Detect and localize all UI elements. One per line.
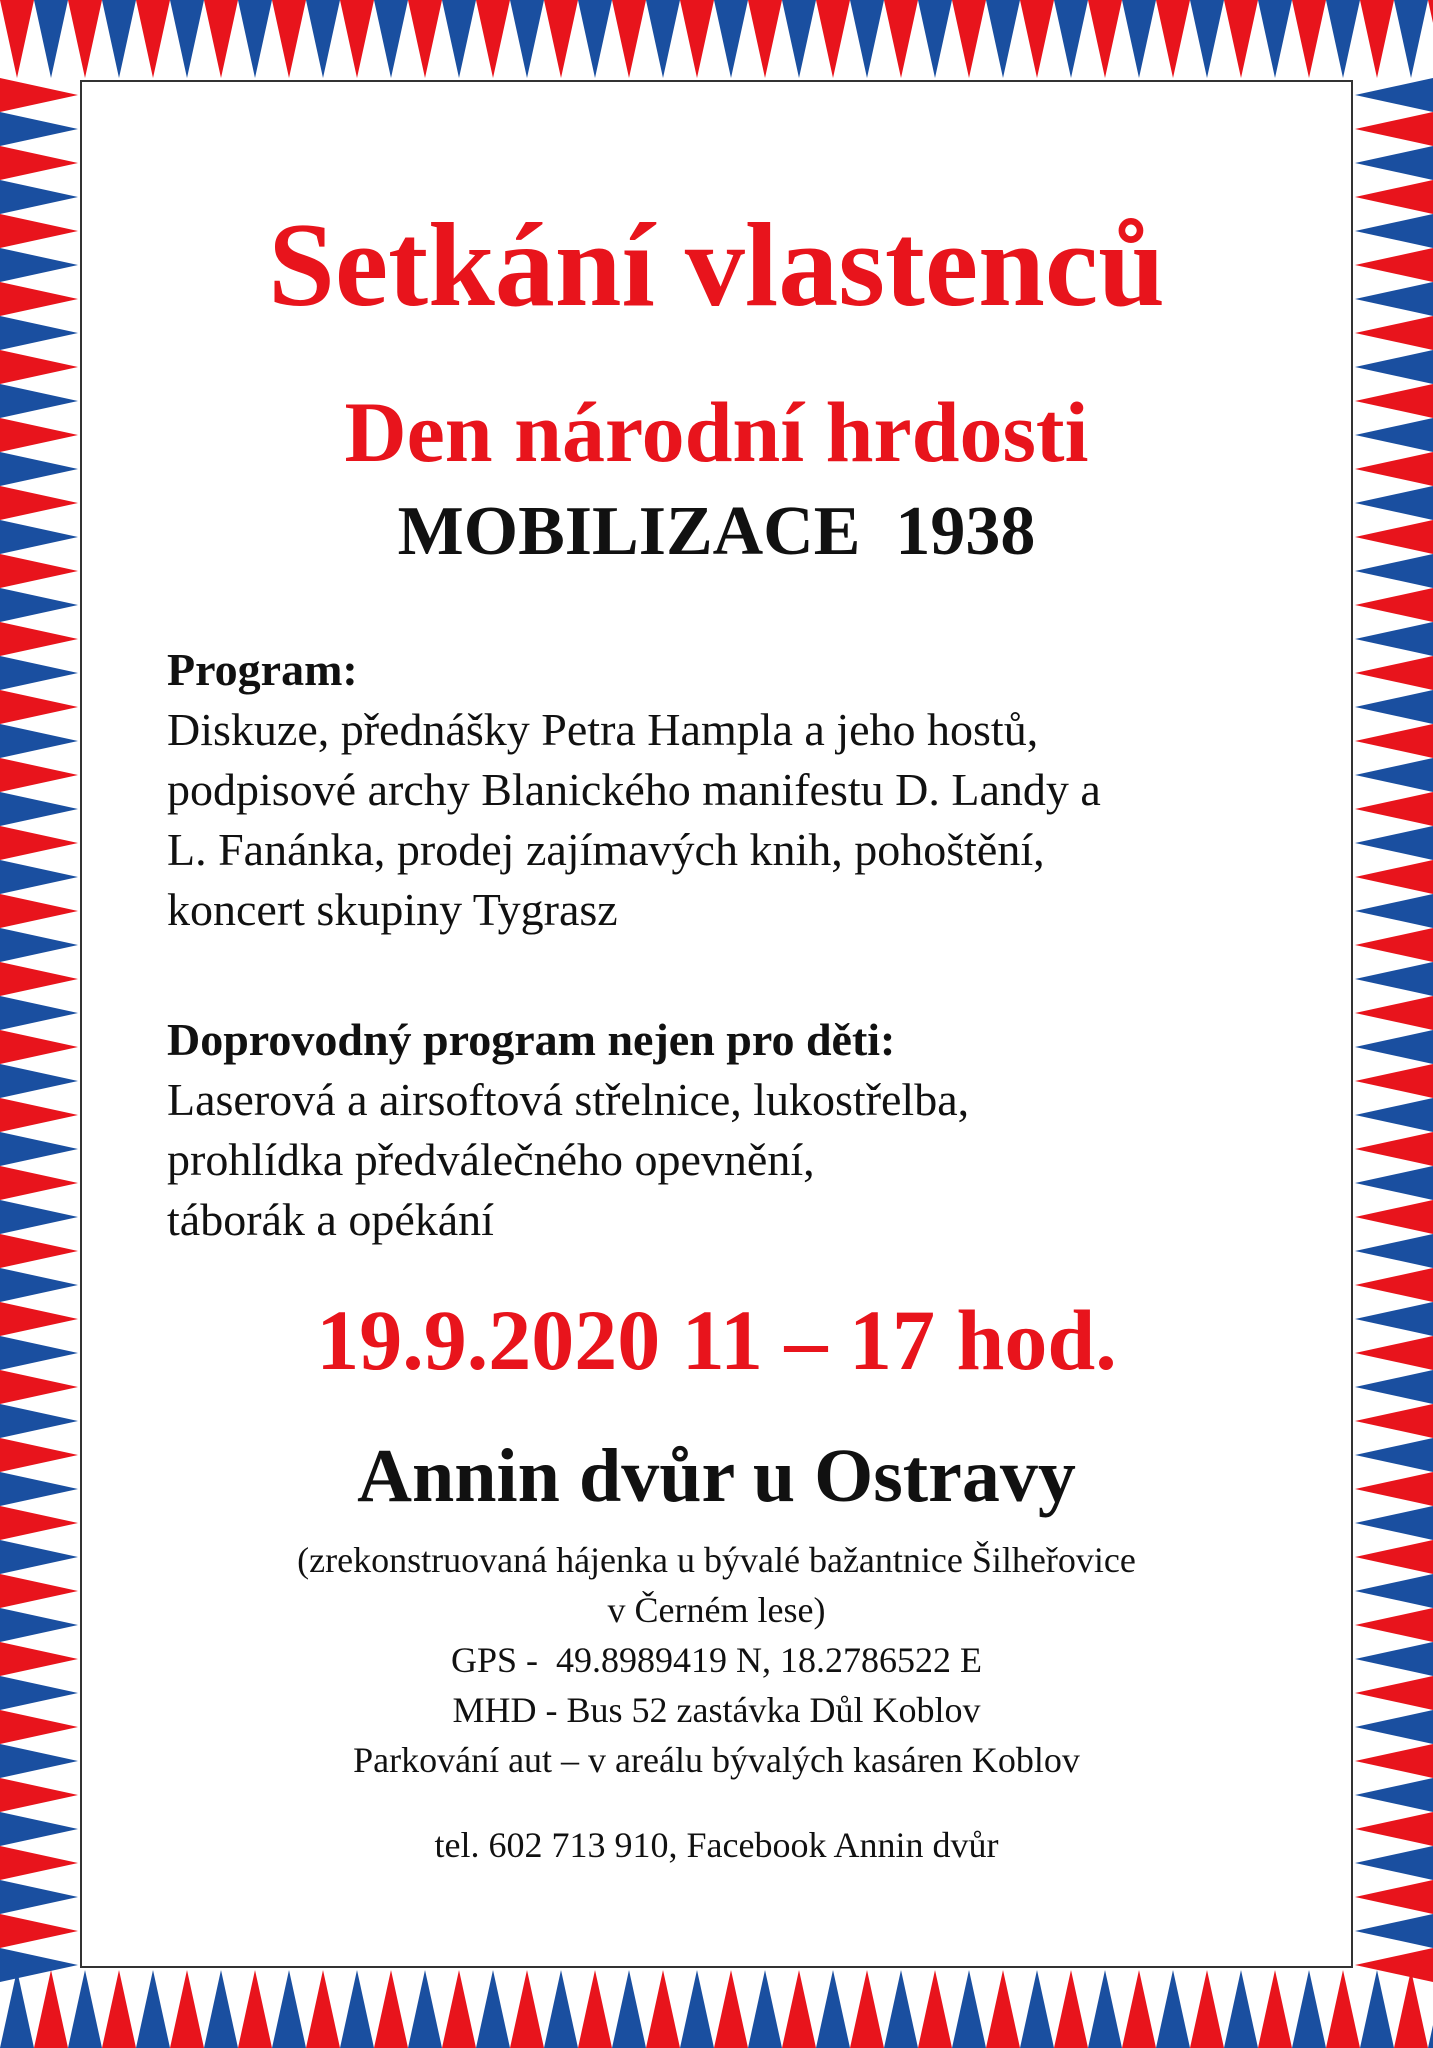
bunting-pennant [0,384,78,418]
bunting-pennant [1258,0,1292,78]
bunting-pennant [0,1438,78,1472]
bunting-pennant [1355,1574,1433,1608]
bunting-pennant [272,1970,306,2048]
bunting-pennant [0,928,78,962]
bunting-pennant [0,248,78,282]
bunting-pennant [0,180,78,214]
bunting-pennant [1360,0,1394,78]
bunting-pennant [1355,724,1433,758]
bunting-pennant [1355,1948,1433,1982]
bunting-pennant [0,146,78,180]
bunting-pennant [510,1970,544,2048]
bunting-pennant [408,0,442,78]
bunting-pennant [646,1970,680,2048]
bunting-pennant [544,0,578,78]
event-date: 19.9.2020 11 – 17 hod. [316,1292,1117,1388]
bunting-pennant [1355,1234,1433,1268]
bunting-pennant [1355,418,1433,452]
bunting-pennant [1355,1914,1433,1948]
bunting-pennant [0,214,78,248]
bunting-pennant [0,656,78,690]
bunting-pennant [0,1642,78,1676]
bunting-pennant [0,1132,78,1166]
bunting-pennant [1326,0,1360,78]
side-program-line: Laserová a airsoftová střelnice, lukostřelba, [167,1074,970,1125]
bunting-pennant [884,1970,918,2048]
bunting-pennant [1355,860,1433,894]
bunting-pennant [646,0,680,78]
bunting-pennant [1355,1370,1433,1404]
bunting-pennant [1088,1970,1122,2048]
bunting-pennant [1326,1970,1360,2048]
bunting-pennant [1355,826,1433,860]
bunting-pennant [0,1030,78,1064]
bunting-pennant [612,0,646,78]
bunting-pennant [1360,1970,1394,2048]
bunting-pennant [850,1970,884,2048]
bunting-pennant [0,758,78,792]
bunting-pennant [1355,1812,1433,1846]
bunting-pennant [68,1970,102,2048]
bunting-pennant [340,0,374,78]
program-line: L. Fanánka, prodej zajímavých knih, pohoštění, [167,824,1045,875]
transport-line: MHD - Bus 52 zastávka Důl Koblov [452,1690,981,1730]
bunting-pennant [0,1200,78,1234]
bunting-pennant [680,0,714,78]
bunting-pennant [238,0,272,78]
bunting-pennant [0,1370,78,1404]
poster-title: Setkání vlastenců [268,198,1165,331]
bunting-pennant [442,1970,476,2048]
bunting-pennant [816,0,850,78]
bunting-pennant [1122,1970,1156,2048]
bunting-pennant [0,1064,78,1098]
bunting-pennant [0,792,78,826]
bunting-pennant [306,0,340,78]
bunting-pennant [1020,0,1054,78]
bunting-pennant [204,0,238,78]
bunting-pennant [0,0,34,78]
bunting-pennant [1355,622,1433,656]
bunting-pennant [170,0,204,78]
bunting-pennant [1355,112,1433,146]
bunting-pennant [1355,656,1433,690]
bunting-pennant [0,996,78,1030]
side-program-section [167,1010,1307,1250]
bunting-pennant [748,1970,782,2048]
bunting-pennant [1355,962,1433,996]
bunting-pennant [1355,1132,1433,1166]
bunting-pennant [884,0,918,78]
bunting-pennant [1355,316,1433,350]
bunting-pennant [544,1970,578,2048]
bunting-pennant [986,0,1020,78]
bunting-pennant [0,1970,34,2048]
bunting-pennant [1355,1676,1433,1710]
bunting-pennant [0,894,78,928]
bunting-pennant [1355,350,1433,384]
bunting-pennant [476,1970,510,2048]
bunting-pennant [0,962,78,996]
bunting-pennant [1355,452,1433,486]
bunting-pennant [136,1970,170,2048]
bunting-pennant [1355,894,1433,928]
bunting-pennant [1355,180,1433,214]
bunting-pennant [1355,1302,1433,1336]
bunting-pennant [782,0,816,78]
bunting-pennant [578,0,612,78]
bunting-pennant [1394,1970,1428,2048]
bunting-pennant [986,1970,1020,2048]
bunting-pennant [850,0,884,78]
bunting-pennant [748,0,782,78]
bunting-pennant [1355,1642,1433,1676]
bunting-pennant [0,1608,78,1642]
bunting-pennant [408,1970,442,2048]
bunting-pennant [0,1880,78,1914]
bunting-pennant [1122,0,1156,78]
bunting-pennant [0,316,78,350]
bunting-pennant [1355,588,1433,622]
bunting-pennant [1355,758,1433,792]
program-section [167,640,1307,940]
mobilization-heading: MOBILIZACE 1938 [397,493,1036,570]
bunting-pennant [0,1846,78,1880]
bunting-pennant [1355,1472,1433,1506]
gps-line: GPS - 49.8989419 N, 18.2786522 E [450,1640,983,1680]
bunting-pennant [1224,1970,1258,2048]
bunting-pennant [1190,1970,1224,2048]
bunting-pennant [0,1472,78,1506]
bunting-pennant [1355,282,1433,316]
bunting-pennant [612,1970,646,2048]
bunting-pennant [1355,1030,1433,1064]
bunting-pennant [204,1970,238,2048]
bunting-pennant [1258,1970,1292,2048]
bunting-pennant [1355,1438,1433,1472]
bunting-pennant [1355,1404,1433,1438]
bunting-pennant [0,724,78,758]
bunting-pennant [0,1268,78,1302]
bunting-pennant [1355,520,1433,554]
bunting-pennant [0,1540,78,1574]
bunting-pennant [1355,996,1433,1030]
bunting-pennant [1020,1970,1054,2048]
bunting-pennant [0,690,78,724]
bunting-pennant [34,0,68,78]
bunting-pennant [272,0,306,78]
venue-name: Annin dvůr u Ostravy [357,1434,1076,1518]
bunting-pennant [374,1970,408,2048]
parking-line: Parkování aut – v areálu bývalých kasáren Koblov [353,1740,1080,1780]
bunting-pennant [0,826,78,860]
poster-subtitle: Den národní hrdosti [344,384,1089,480]
program-heading: Program: [167,644,358,695]
bunting-pennant [1355,1846,1433,1880]
bunting-pennant [1190,0,1224,78]
bunting-pennant [0,1574,78,1608]
bunting-pennant [1355,1166,1433,1200]
bunting-pennant [918,0,952,78]
bunting-pennant [1355,214,1433,248]
bunting-pennant [1355,928,1433,962]
bunting-pennant [1428,0,1433,78]
bunting-pennant [1355,554,1433,588]
bunting-pennant [238,1970,272,2048]
bunting-pennant [1355,792,1433,826]
side-program-line: prohlídka předválečného opevnění, [167,1134,815,1185]
bunting-pennant [680,1970,714,2048]
bunting-pennant [0,1234,78,1268]
venue-info-line: v Černém lese) [607,1590,826,1630]
bunting-pennant [0,350,78,384]
side-program-heading: Doprovodný program nejen pro děti: [167,1014,896,1065]
bunting-pennant [0,1506,78,1540]
bunting-pennant [918,1970,952,2048]
bunting-pennant [1355,1608,1433,1642]
bunting-pennant [816,1970,850,2048]
bunting-pennant [0,452,78,486]
bunting-pennant [0,1914,78,1948]
bunting-pennant [1054,0,1088,78]
bunting-pennant [0,418,78,452]
bunting-pennant [0,860,78,894]
bunting-pennant [510,0,544,78]
bunting-pennant [782,1970,816,2048]
side-program-line: táborák a opékání [167,1194,494,1245]
bunting-pennant [1355,1336,1433,1370]
bunting-pennant [952,1970,986,2048]
program-line: koncert skupiny Tygrasz [167,884,618,935]
bunting-pennant [1355,78,1433,112]
bunting-pennant [0,78,78,112]
bunting-pennant [102,1970,136,2048]
bunting-pennant [0,1098,78,1132]
bunting-pennant [0,1744,78,1778]
venue-info-line: (zrekonstruovaná hájenka u bývalé bažantnice Šilheřovice [297,1540,1136,1580]
bunting-pennant [340,1970,374,2048]
bunting-pennant [1355,146,1433,180]
bunting-pennant [952,0,986,78]
bunting-pennant [0,1710,78,1744]
bunting-pennant [1054,1970,1088,2048]
venue-info [80,1535,1353,1785]
bunting-pennant [0,1302,78,1336]
bunting-pennant [0,112,78,146]
bunting-pennant [0,1166,78,1200]
bunting-pennant [0,1948,78,1982]
bunting-pennant [0,486,78,520]
bunting-pennant [34,1970,68,2048]
bunting-pennant [374,0,408,78]
bunting-pennant [1088,0,1122,78]
bunting-pennant [170,1970,204,2048]
program-line: Diskuze, přednášky Petra Hampla a jeho hostů, [167,704,1039,755]
bunting-pennant [1224,0,1258,78]
bunting-pennant [1355,1778,1433,1812]
bunting-pennant [714,0,748,78]
bunting-pennant [1355,1200,1433,1234]
bunting-pennant [1292,1970,1326,2048]
bunting-pennant [442,0,476,78]
bunting-pennant [1355,486,1433,520]
bunting-pennant [1355,690,1433,724]
bunting-pennant [1355,248,1433,282]
bunting-pennant [0,1404,78,1438]
bunting-pennant [1355,1064,1433,1098]
bunting-pennant [136,0,170,78]
bunting-pennant [0,554,78,588]
bunting-pennant [1394,0,1428,78]
bunting-pennant [1355,1744,1433,1778]
bunting-pennant [0,622,78,656]
bunting-pennant [476,0,510,78]
bunting-pennant [1355,1710,1433,1744]
bunting-pennant [714,1970,748,2048]
bunting-pennant [1355,1098,1433,1132]
bunting-pennant [0,1676,78,1710]
bunting-pennant [1156,0,1190,78]
bunting-pennant [1355,1506,1433,1540]
program-line: podpisové archy Blanického manifestu D. Landy a [167,764,1101,815]
bunting-pennant [578,1970,612,2048]
bunting-pennant [0,1778,78,1812]
bunting-pennant [0,1812,78,1846]
bunting-pennant [0,520,78,554]
bunting-pennant [1355,1540,1433,1574]
bunting-pennant [306,1970,340,2048]
bunting-pennant [102,0,136,78]
bunting-pennant [1292,0,1326,78]
bunting-pennant [68,0,102,78]
bunting-pennant [0,282,78,316]
bunting-pennant [1156,1970,1190,2048]
bunting-pennant [1355,384,1433,418]
bunting-pennant [1355,1880,1433,1914]
contact-line: tel. 602 713 910, Facebook Annin dvůr [434,1825,999,1865]
bunting-pennant [1355,1268,1433,1302]
bunting-pennant [0,1336,78,1370]
bunting-pennant [0,588,78,622]
